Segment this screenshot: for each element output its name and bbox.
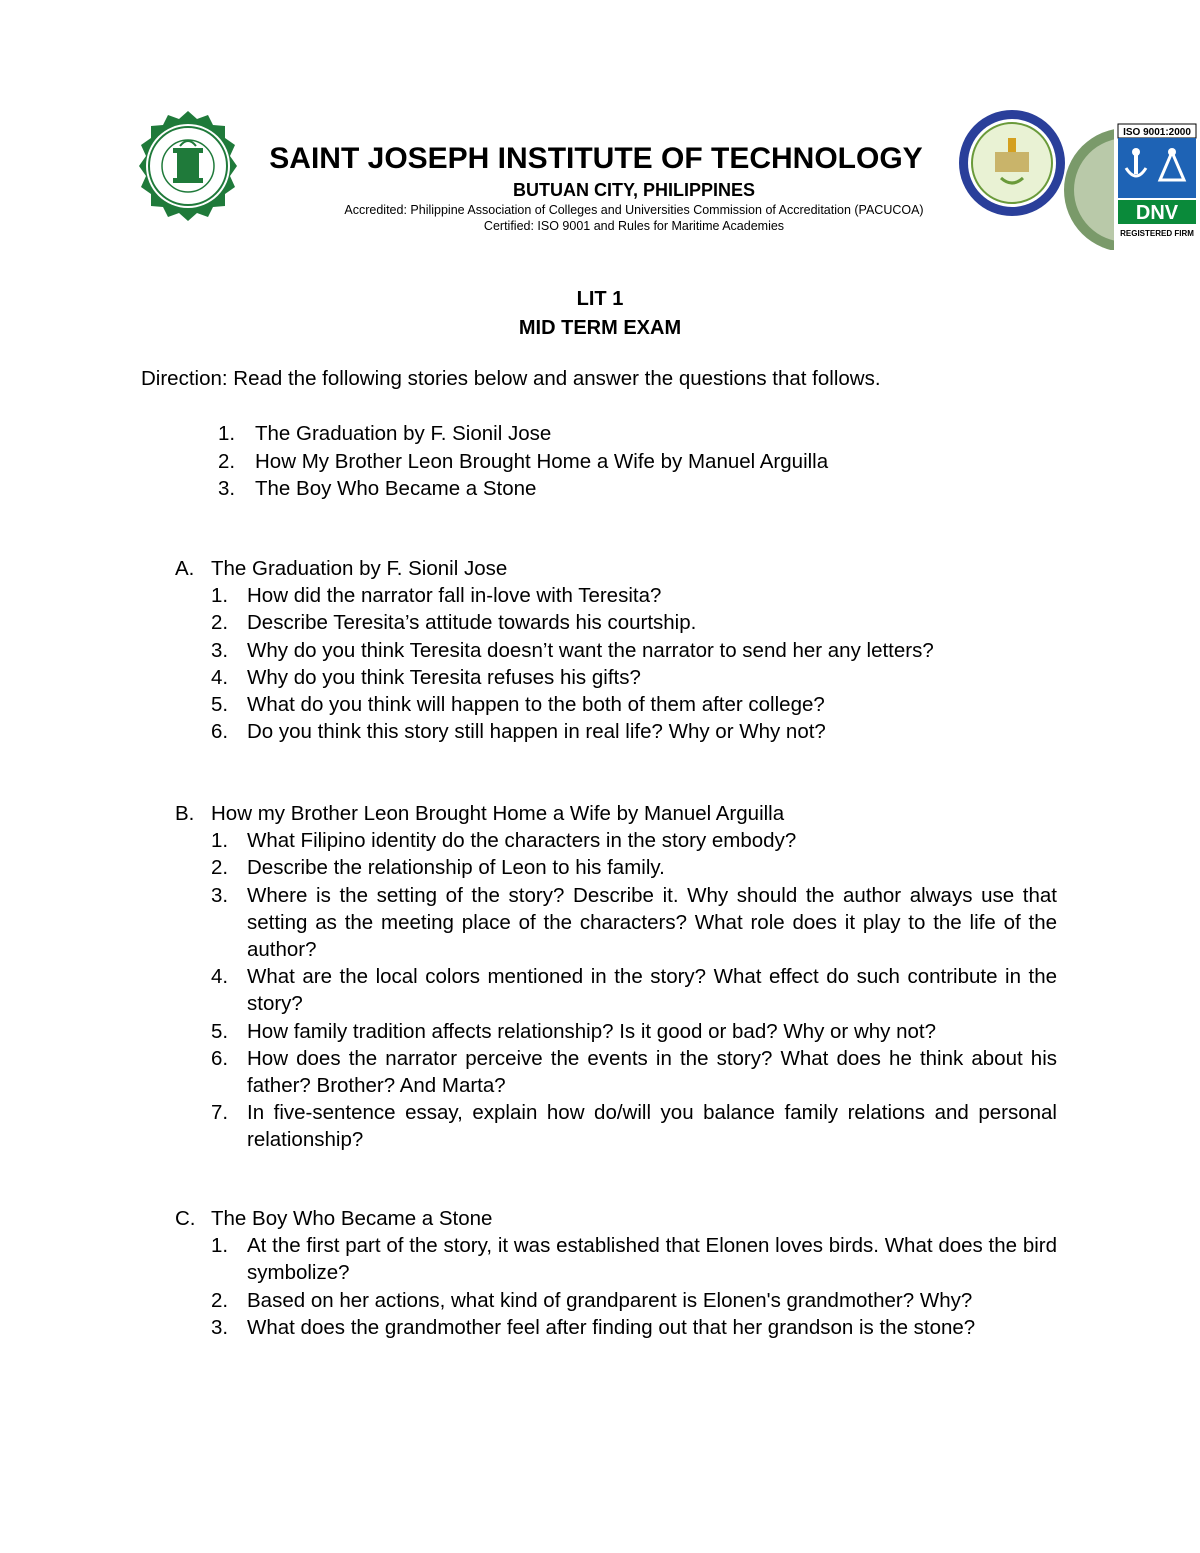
question-number: 2. [211, 1288, 229, 1312]
iso-badge-top-text: ISO 9001:2000 [1123, 127, 1191, 138]
institute-circular-seal [957, 108, 1067, 218]
direction-text: Direction: Read the following stories below and answer the questions that follows. [141, 367, 881, 390]
question-item [175, 1287, 1057, 1314]
question-text: Based on her actions, what kind of grandparent is Elonen's grandmother? Why? [247, 1288, 973, 1312]
question-text: How does the narrator perceive the events in the story? What does he think about his father? Brother? And Marta? [247, 1046, 1057, 1098]
section-title: The Graduation by F. Sionil Jose [211, 557, 508, 580]
question-number: 3. [211, 1315, 229, 1339]
question-number: 2. [211, 856, 229, 880]
question-item [175, 664, 1057, 691]
question-text: Describe Teresita’s attitude towards his courtship. [247, 611, 697, 635]
question-number: 4. [211, 965, 229, 989]
question-number: 4. [211, 665, 229, 689]
question-text: What do you think will happen to the both of them after college? [247, 693, 825, 717]
section-c [175, 1205, 1057, 1341]
question-list [175, 1232, 1057, 1341]
section-heading [175, 1205, 1057, 1232]
section-b [175, 800, 1057, 1154]
story-title: How My Brother Leon Brought Home a Wife by Manuel Arguilla [255, 449, 829, 473]
question-number: 6. [211, 720, 229, 744]
question-item [175, 637, 1057, 664]
certification-line: Certified: ISO 9001 and Rules for Maritime Academies [483, 219, 785, 233]
question-number: 5. [211, 1019, 229, 1043]
iso-dnv-badge [1060, 118, 1200, 250]
question-item [175, 882, 1057, 964]
question-item [175, 1099, 1057, 1153]
question-list [175, 827, 1057, 1153]
question-text: What are the local colors mentioned in the story? What effect do such contribute in the story? [247, 965, 1057, 1016]
question-text: Why do you think Teresita doesn’t want the narrator to send her any letters? [247, 638, 934, 662]
question-text: Do you think this story still happen in real life? Why or Why not? [247, 720, 826, 744]
question-list [175, 582, 1057, 745]
section-a [175, 555, 1057, 745]
story-item [218, 475, 828, 503]
question-text: How family tradition affects relationship? Is it good or bad? Why or why not? [247, 1019, 936, 1043]
story-number: 1. [218, 422, 236, 445]
question-item [175, 691, 1057, 718]
accreditation-line: Accredited: Philippine Association of Colleges and Universities Commission of Accreditation (PACUCOA) [344, 203, 924, 217]
section-title: How my Brother Leon Brought Home a Wife by Manuel Arguilla [211, 802, 785, 825]
question-item [175, 718, 1057, 745]
section-heading [175, 800, 1057, 827]
question-item [175, 609, 1057, 636]
question-text: Describe the relationship of Leon to his family. [247, 856, 665, 880]
question-number: 1. [211, 1234, 229, 1258]
question-item [175, 963, 1057, 1017]
question-item [175, 854, 1057, 881]
question-item [175, 1018, 1057, 1045]
story-list [218, 420, 828, 503]
question-text: At the first part of the story, it was established that Elonen loves birds. What does the bird symbolize? [247, 1234, 1057, 1285]
question-text: Why do you think Teresita refuses his gifts? [247, 665, 641, 689]
question-number: 3. [211, 883, 229, 907]
question-text: In five-sentence essay, explain how do/will you balance family relations and personal relationship? [247, 1101, 1057, 1152]
section-letter: A. [175, 557, 195, 580]
question-number: 7. [211, 1101, 229, 1125]
question-number: 2. [211, 611, 229, 635]
question-number: 1. [211, 829, 229, 853]
question-text: What does the grandmother feel after finding out that her grandson is the stone? [247, 1315, 976, 1339]
question-text: Where is the setting of the story? Describe it. Why should the author always use that setting as the meeting place of the characters? What role does it play to the life of the author? [247, 883, 1057, 962]
story-item [218, 420, 828, 448]
institution-name: SAINT JOSEPH INSTITUTE OF TECHNOLOGY [269, 142, 923, 175]
exam-title-block [0, 285, 1200, 343]
question-text: What Filipino identity do the characters in the story embody? [247, 829, 797, 853]
story-title: The Graduation by F. Sionil Jose [255, 422, 552, 445]
question-number: 3. [211, 638, 229, 662]
course-code: LIT 1 [576, 288, 624, 310]
letterhead [0, 0, 1200, 260]
iso-badge-brand-text: DNV [1135, 202, 1179, 224]
iso-badge-bottom-text: REGISTERED FIRM [1120, 229, 1194, 238]
institution-city: BUTUAN CITY, PHILIPPINES [512, 180, 756, 200]
story-number: 2. [218, 449, 236, 473]
question-number: 1. [211, 584, 229, 608]
section-title: The Boy Who Became a Stone [211, 1207, 493, 1230]
question-number: 6. [211, 1046, 229, 1070]
section-letter: B. [175, 802, 195, 825]
question-item [175, 1232, 1057, 1286]
story-number: 3. [218, 477, 236, 500]
question-item [175, 1045, 1057, 1099]
story-title: The Boy Who Became a Stone [255, 477, 537, 500]
exam-title: MID TERM EXAM [518, 317, 682, 339]
section-letter: C. [175, 1207, 196, 1230]
section-heading [175, 555, 1057, 582]
story-item [218, 448, 828, 476]
question-item [175, 582, 1057, 609]
question-item [175, 827, 1057, 854]
question-number: 5. [211, 693, 229, 717]
question-item [175, 1314, 1057, 1341]
question-text: How did the narrator fall in-love with Teresita? [247, 584, 662, 608]
